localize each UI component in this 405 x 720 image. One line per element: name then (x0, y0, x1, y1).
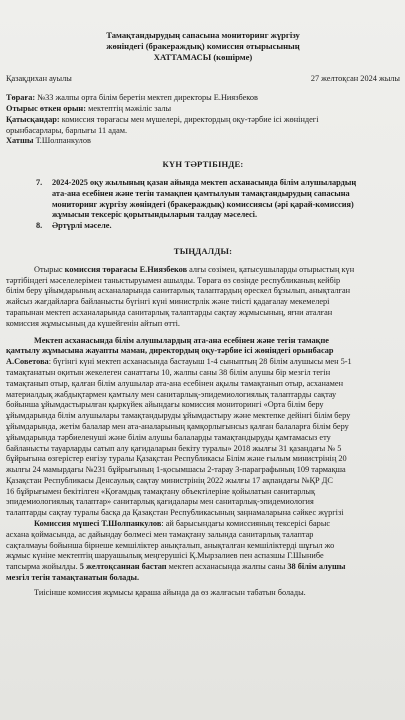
venue-label: Отырыс өткен орын: (6, 103, 86, 113)
paragraph-3-speaker: Комиссия мүшесі Т.Шолпанкулов (34, 519, 162, 529)
paragraph-1-line: білім беру ұйымдарының асханаларында санитарлық талаптардың өрескел бұзылып, анықталған (6, 286, 351, 296)
agenda-item-line: 2024-2025 оқу жылының қазан айында мектеп асханасында білім алушылардың (52, 177, 357, 187)
agenda-item (6, 178, 400, 221)
agenda-item-number: 7. (36, 177, 43, 187)
venue-value: мектептің мәжіліс залы (88, 103, 172, 113)
title-line-2: жөніндегі (бракераждық) комиссия отырысының (106, 40, 300, 51)
paragraph-1-line-1 (6, 265, 400, 276)
attendees-line (6, 115, 400, 126)
listened-heading: ТЫҢДАЛДЫ: (173, 245, 233, 256)
place: Қазақдихан ауылы (6, 74, 72, 84)
agenda-item-line: ата-ана есебінен және тегін тамақпен қамтылуын тамақтандырудың сапасына (52, 188, 350, 198)
paragraph-2-line: жылғы 24 мамырдағы №231 бұйрығының 1-қосымшасы 2-тарау 3-параграфының 109 тармақша (6, 465, 346, 475)
paragraph-1-line: тарапынан мектеп асханаларында санитарлық талаптарды сақтау жұмысының, яғни аталған (6, 307, 333, 317)
paragraph-1-lead: Отырыс (34, 264, 65, 274)
attendees-line-2: орынбасарлары, барлығы 11 адам. (6, 125, 128, 135)
paragraph-1-line: комиссия жұмысының да күшейгенін айтып өтті. (6, 318, 180, 328)
paragraph-1-line: жайсыз жағдайларға байланысты бүгінгі күні министрлік және тиісті қадағалау мекемелері (6, 297, 330, 307)
paragraph-2-line: материалдық жабдықтармен қамтылу мен санитарлық-эпидемиологиялық талаптарды сақтау (6, 389, 337, 399)
agenda-heading: КҮН ТӘРТІБІНДЕ: (162, 159, 244, 170)
paragraph-2-line-2: қамтылу жұмысына жауапты маман, директордың оқу-тәрбие ісі жөніндегі орынбасар (6, 346, 334, 356)
paragraph-3-line (6, 562, 400, 573)
paragraph-3-line: асхана қоймасында, ас дайындау бөлмесі мен тамақтану залында санитарлық талаптар (6, 529, 314, 539)
document-title (6, 30, 400, 62)
secretary-value: Т.Шолпанкулов (35, 136, 91, 146)
meeting-details (6, 93, 400, 147)
secretary-label: Хатшы (6, 136, 34, 146)
chair-line (6, 93, 400, 104)
protocol-page (6, 30, 400, 599)
paragraph-2-line: тамақтанатын оқитын жекелеген санаттағы 10, жалпы саны 38 білім алушы бір мезгіл тегін (6, 367, 331, 377)
paragraph-2-line-3 (6, 357, 400, 368)
listened-body (6, 265, 400, 599)
place-date-row (6, 74, 400, 85)
chair-label: Төраға: (6, 93, 36, 103)
closing-line: Тиісінше комиссия жұмысы қараша айында да өз жалғасын табатын болады. (34, 587, 306, 597)
attendees-label: Қатысқандар: (6, 114, 60, 124)
agenda-item-line: Әртүрлі мәселе. (52, 221, 112, 231)
paragraph-2-line: тамақтанып отыр, қалған білім алушылар ата-ана есебінен ақылы тамақтанып отыр, асханамен (6, 378, 344, 388)
agenda-item (6, 221, 400, 232)
paragraph-2-line: Қазақстан Республикасы Денсаулық сақтау министрінің 2022 жылғы 17 ақпандағы №ҚР ДС (6, 475, 333, 485)
title-line-1: Тамақтандырудың сапасына мониторинг жүргізу (106, 30, 300, 40)
paragraph-2-line: ұйымдарында, жетім балалар мен ата-аналарының қамқорлығынсыз қалған балаларға білім беру (6, 421, 349, 431)
paragraph-2-line-1: Мектеп асханасында білім алушылардың ата-ана есебінен және тегін тамақпе (34, 335, 329, 345)
paragraph-2-line: эпидемиологиялық талаптар» санитарлық қағидалары мен санитарлық-эпидемиология (6, 497, 314, 507)
agenda-item-text (52, 178, 356, 221)
paragraph-3-rest: : ай барысындағы комиссияның тексерісі барыс (161, 519, 331, 529)
paragraph-3-count: 38 білім алушы (287, 562, 346, 572)
paragraph-3-line-final: мезгіл тегін тамақтанатын болады. (6, 573, 140, 583)
title-line-3: ХАТТАМАСЫ (көшірме) (153, 51, 253, 62)
paragraph-2-line: талаптарды сақтау туралы басқа да Қазақстан Республикасының заңнамаларына сәйкес жүргізі (6, 508, 344, 518)
agenda-item-line: жұмысын тексеріс қорытындыларын талдау мәселесі. (52, 210, 258, 220)
agenda-item-line: мониторинг жүргізу жөніндегі (бракераждық) комиссиясы (әрі қарай-комиссия) (52, 199, 354, 209)
agenda-item-number: 8. (36, 221, 43, 231)
attendees-value-1: комиссия төрағасы мен мүшелері, директордың оқу-тәрбие ісі жөніндегі (61, 114, 319, 124)
paragraph-2-line: ұйымдарында тәрбиеленуші және білім алушы балаларды тамақтандыруды қамтамасыз ету (6, 432, 331, 442)
chair-value: №33 жалпы орта білім беретін мектеп директоры Е.Ниязбеков (37, 93, 258, 103)
paragraph-3-line: жұмыс күніне мектептің шаруашылық меңгерушісі Қ.Мырзалиев пен аспазшы Г.Шынибе (6, 551, 324, 561)
paragraph-2-line: байланысты тауарларды сатып алу қағидаларын бекіту туралы» 2018 жылғы 31 қазандағы № 5 (6, 443, 342, 453)
date: 27 желтоқсан 2024 жылы (310, 74, 400, 84)
paragraph-2-line: бұйрығына өзгерістер енгізу туралы Қазақстан Республикасы Білім және ғылым министрінің 20 (6, 454, 347, 464)
paragraph-2-speaker: А.Советова (6, 357, 49, 367)
paragraph-3-assign: тапсырма жойылды. (6, 562, 78, 572)
venue-line (6, 104, 400, 115)
paragraph-1-line: тәртібіндегі мәселелерімен таныстыруымен ашылды. Төраға өз сөзінде республиканың кейбір (6, 275, 341, 285)
paragraph-2-line: 16 бұйрығымен бекітілген «Қоғамдық тамақтану объектілеріне қойылатын санитарлық (6, 486, 315, 496)
paragraph-1-speaker: комиссия төрағасы Е.Ниязбеков (64, 264, 188, 274)
secretary-line (6, 136, 400, 147)
paragraph-3-date: 5 желтоқсаннан бастап (79, 562, 167, 572)
paragraph-2-line: ұйымдарында білім алушылары тамақтандыруды ұйымдастыру және мектепке дейінгі білім беру (6, 411, 351, 421)
agenda-list (6, 178, 400, 232)
paragraph-3-line: сақталмауы бойынша бірнеше кемшіліктер анықталып, анықталған кемшіліктерді шұғыл жо (6, 540, 335, 550)
paragraph-2-line: бойынша ұйымдастырылған қыркүйек айындағы комиссия мониторингі «Орта білім беру (6, 400, 324, 410)
paragraph-3-line-1 (6, 519, 400, 530)
paragraph-3-mid: мектеп асханасында жалпы саны (166, 562, 288, 572)
paragraph-2-rest: : бүгінгі күні мектеп асханасында бастауыш 1-4 сыныптың 28 білім алушысы мен 5-1 (48, 357, 352, 367)
paragraph-1-rest: алғы сөзімен, қатысушыларды отырыстың күн (187, 264, 355, 274)
